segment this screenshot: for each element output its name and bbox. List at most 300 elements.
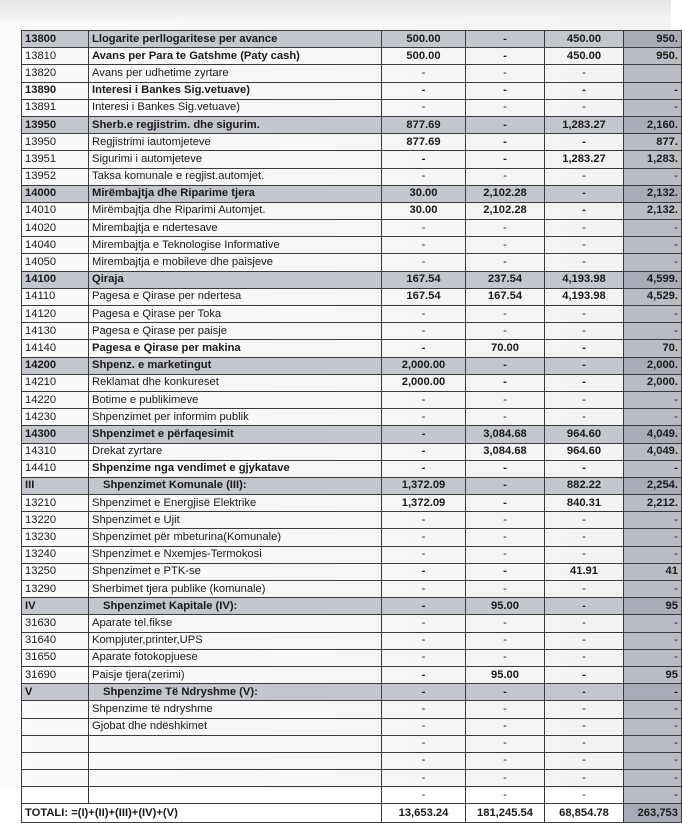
- table-row: [22, 374, 682, 391]
- amount-cell-2: -: [466, 477, 545, 494]
- total-cell: 2,132.: [624, 202, 682, 219]
- amount-cell-2: -: [466, 615, 545, 632]
- amount-cell-1: 1,372.09: [382, 477, 466, 494]
- code-cell: 13210: [22, 495, 89, 512]
- table-row: [22, 168, 682, 185]
- table-row: [22, 65, 682, 82]
- description-cell: Avans per udhetime zyrtare: [89, 65, 382, 82]
- code-cell: 31650: [22, 649, 89, 666]
- code-cell: [22, 787, 89, 804]
- amount-cell-3: -: [545, 409, 624, 426]
- amount-cell-1: -: [382, 254, 466, 271]
- total-cell: -: [624, 237, 682, 254]
- amount-cell-1: -: [382, 220, 466, 237]
- amount-cell-1: -: [382, 735, 466, 752]
- amount-cell-1: -: [382, 65, 466, 82]
- code-cell: 14040: [22, 237, 89, 254]
- total-cell: 4,599.: [624, 271, 682, 288]
- description-cell: Botime e publikimeve: [89, 391, 382, 408]
- amount-cell-3: -: [545, 168, 624, 185]
- code-cell: 14000: [22, 185, 89, 202]
- amount-cell-1: -: [382, 99, 466, 116]
- amount-cell-2: 2,102.28: [466, 202, 545, 219]
- description-cell: Shpenzimet e Nxemjes-Termokosi: [89, 546, 382, 563]
- amount-cell-1: -: [382, 718, 466, 735]
- table-row: [22, 409, 682, 426]
- table-row: [22, 151, 682, 168]
- table-row: [22, 82, 682, 99]
- amount-cell-1: -: [382, 615, 466, 632]
- amount-cell-3: 1,283.27: [545, 151, 624, 168]
- total-cell: 70.: [624, 340, 682, 357]
- total-label: TOTALI: =(I)+(II)+(III)+(IV)+(V): [22, 804, 382, 823]
- code-cell: 14010: [22, 202, 89, 219]
- code-cell: III: [22, 477, 89, 494]
- amount-cell-3: -: [545, 546, 624, 563]
- amount-cell-3: -: [545, 134, 624, 151]
- code-cell: [22, 770, 89, 787]
- description-cell: [89, 770, 382, 787]
- description-cell: Sherbimet tjera publike (komunale): [89, 581, 382, 598]
- code-cell: 13290: [22, 581, 89, 598]
- table-row: [22, 649, 682, 666]
- expense-table-body: [22, 31, 682, 823]
- amount-cell-2: 95.00: [466, 666, 545, 683]
- table-row: [22, 116, 682, 133]
- table-row: [22, 495, 682, 512]
- amount-cell-3: -: [545, 460, 624, 477]
- amount-cell-3: 964.60: [545, 426, 624, 443]
- description-cell: Interesi i Bankes Sig.vetuave): [89, 99, 382, 116]
- amount-cell-2: -: [466, 220, 545, 237]
- amount-cell-1: -: [382, 546, 466, 563]
- amount-cell-3: -: [545, 581, 624, 598]
- description-cell: Shpenzimet për mbeturina(Komunale): [89, 529, 382, 546]
- amount-cell-3: -: [545, 82, 624, 99]
- description-cell: Shpenzimet Kapitale (IV):: [89, 598, 382, 615]
- amount-cell-3: -: [545, 529, 624, 546]
- description-cell: Taksa komunale e regjist.automjet.: [89, 168, 382, 185]
- description-cell: Pagesa e Qirase per makina: [89, 340, 382, 357]
- amount-cell-2: 237.54: [466, 271, 545, 288]
- code-cell: 14410: [22, 460, 89, 477]
- amount-cell-2: -: [466, 237, 545, 254]
- total-cell: 2,000.: [624, 357, 682, 374]
- total-cell: 950.: [624, 48, 682, 65]
- code-cell: 13952: [22, 168, 89, 185]
- table-row: [22, 185, 682, 202]
- total-cell: 4,049.: [624, 426, 682, 443]
- code-cell: 31690: [22, 666, 89, 683]
- amount-cell-1: 167.54: [382, 271, 466, 288]
- amount-cell-2: -: [466, 735, 545, 752]
- table-row: [22, 48, 682, 65]
- table-row: [22, 306, 682, 323]
- amount-cell-3: -: [545, 323, 624, 340]
- description-cell: Llogarite perllogaritese per avance: [89, 31, 382, 48]
- table-row: [22, 460, 682, 477]
- code-cell: 14110: [22, 288, 89, 305]
- code-cell: 13250: [22, 563, 89, 580]
- description-cell: Shpenzimet e PTK-se: [89, 563, 382, 580]
- description-cell: Shpenzimet e përfaqesimit: [89, 426, 382, 443]
- amount-cell-3: 882.22: [545, 477, 624, 494]
- description-cell: Qiraja: [89, 271, 382, 288]
- total-cell: -: [624, 99, 682, 116]
- total-cell: -: [624, 581, 682, 598]
- amount-cell-3: 4,193.98: [545, 288, 624, 305]
- description-cell: Shpenzime të ndryshme: [89, 701, 382, 718]
- code-cell: 13820: [22, 65, 89, 82]
- code-cell: 14120: [22, 306, 89, 323]
- amount-cell-2: -: [466, 529, 545, 546]
- total-cell: 41: [624, 563, 682, 580]
- description-cell: Aparate fotokopjuese: [89, 649, 382, 666]
- code-cell: 13220: [22, 512, 89, 529]
- amount-cell-3: -: [545, 615, 624, 632]
- description-cell: Mirembajtja e ndertesave: [89, 220, 382, 237]
- total-cell: 2,212.: [624, 495, 682, 512]
- total-amount-3: 68,854.78: [545, 804, 624, 823]
- amount-cell-2: -: [466, 563, 545, 580]
- amount-cell-3: -: [545, 512, 624, 529]
- amount-cell-3: 840.31: [545, 495, 624, 512]
- table-row: [22, 271, 682, 288]
- table-row: [22, 340, 682, 357]
- table-row: [22, 770, 682, 787]
- amount-cell-1: -: [382, 340, 466, 357]
- amount-cell-2: -: [466, 151, 545, 168]
- amount-cell-3: -: [545, 357, 624, 374]
- total-cell: -: [624, 787, 682, 804]
- amount-cell-1: 2,000.00: [382, 374, 466, 391]
- table-row: [22, 237, 682, 254]
- table-row: [22, 357, 682, 374]
- amount-cell-1: -: [382, 443, 466, 460]
- amount-cell-2: -: [466, 116, 545, 133]
- amount-cell-2: -: [466, 82, 545, 99]
- table-row: [22, 684, 682, 701]
- description-cell: Shpenzimet e Energjisë Elektrike: [89, 495, 382, 512]
- amount-cell-1: 500.00: [382, 31, 466, 48]
- amount-cell-1: -: [382, 581, 466, 598]
- description-cell: Kompjuter,printer,UPS: [89, 632, 382, 649]
- amount-cell-2: -: [466, 495, 545, 512]
- total-amount-2: 181,245.54: [466, 804, 545, 823]
- amount-cell-1: -: [382, 512, 466, 529]
- table-row: [22, 512, 682, 529]
- total-cell: -: [624, 168, 682, 185]
- amount-cell-1: 30.00: [382, 185, 466, 202]
- amount-cell-1: -: [382, 426, 466, 443]
- total-cell: -: [624, 220, 682, 237]
- amount-cell-2: -: [466, 323, 545, 340]
- table-row: [22, 323, 682, 340]
- total-cell: -: [624, 684, 682, 701]
- amount-cell-1: -: [382, 598, 466, 615]
- amount-cell-3: -: [545, 701, 624, 718]
- description-cell: Aparate tel.fikse: [89, 615, 382, 632]
- amount-cell-2: -: [466, 718, 545, 735]
- total-cell: -: [624, 306, 682, 323]
- description-cell: Interesi i Bankes Sig.vetuave): [89, 82, 382, 99]
- code-cell: 13890: [22, 82, 89, 99]
- amount-cell-1: -: [382, 151, 466, 168]
- table-row: [22, 529, 682, 546]
- amount-cell-3: -: [545, 237, 624, 254]
- code-cell: 13891: [22, 99, 89, 116]
- total-cell: -: [624, 632, 682, 649]
- amount-cell-2: 3,084.68: [466, 443, 545, 460]
- table-row: [22, 31, 682, 48]
- code-cell: 14300: [22, 426, 89, 443]
- amount-cell-1: -: [382, 684, 466, 701]
- amount-cell-3: -: [545, 598, 624, 615]
- total-cell: 4,049.: [624, 443, 682, 460]
- total-amount-1: 13,653.24: [382, 804, 466, 823]
- code-cell: 13240: [22, 546, 89, 563]
- amount-cell-2: -: [466, 168, 545, 185]
- table-row: [22, 666, 682, 683]
- description-cell: Pagesa e Qirase per ndertesa: [89, 288, 382, 305]
- amount-cell-1: -: [382, 306, 466, 323]
- code-cell: [22, 701, 89, 718]
- amount-cell-3: -: [545, 254, 624, 271]
- code-cell: 13810: [22, 48, 89, 65]
- amount-cell-1: 167.54: [382, 288, 466, 305]
- amount-cell-2: -: [466, 649, 545, 666]
- description-cell: Pagesa e Qirase per paisje: [89, 323, 382, 340]
- amount-cell-1: -: [382, 666, 466, 683]
- amount-cell-3: -: [545, 65, 624, 82]
- description-cell: [89, 735, 382, 752]
- amount-cell-1: -: [382, 237, 466, 254]
- amount-cell-1: -: [382, 391, 466, 408]
- description-cell: Shpenz. e marketingut: [89, 357, 382, 374]
- total-cell: -: [624, 615, 682, 632]
- amount-cell-1: -: [382, 563, 466, 580]
- total-cell: 95: [624, 666, 682, 683]
- amount-cell-2: -: [466, 48, 545, 65]
- description-cell: Mirembajtja e Teknologise Informative: [89, 237, 382, 254]
- amount-cell-2: -: [466, 770, 545, 787]
- code-cell: [22, 735, 89, 752]
- code-cell: 13230: [22, 529, 89, 546]
- amount-cell-2: -: [466, 546, 545, 563]
- description-cell: Paisje tjera(zerimi): [89, 666, 382, 683]
- total-cell: -: [624, 529, 682, 546]
- total-cell: 95: [624, 598, 682, 615]
- description-cell: Shpenzimet e Ujit: [89, 512, 382, 529]
- table-row: [22, 546, 682, 563]
- description-cell: Gjobat dhe ndëshkimet: [89, 718, 382, 735]
- amount-cell-2: -: [466, 65, 545, 82]
- amount-cell-3: -: [545, 718, 624, 735]
- total-cell: -: [624, 82, 682, 99]
- amount-cell-1: -: [382, 752, 466, 769]
- code-cell: 14310: [22, 443, 89, 460]
- description-cell: Reklamat dhe konkureset: [89, 374, 382, 391]
- amount-cell-2: 2,102.28: [466, 185, 545, 202]
- amount-cell-2: -: [466, 512, 545, 529]
- amount-cell-2: -: [466, 99, 545, 116]
- table-row: [22, 598, 682, 615]
- amount-cell-1: 500.00: [382, 48, 466, 65]
- table-row: [22, 202, 682, 219]
- amount-cell-3: -: [545, 632, 624, 649]
- amount-cell-3: -: [545, 99, 624, 116]
- description-cell: Mirëmbajtja dhe Riparime tjera: [89, 185, 382, 202]
- total-cell: -: [624, 752, 682, 769]
- amount-cell-3: -: [545, 306, 624, 323]
- amount-cell-1: -: [382, 82, 466, 99]
- amount-cell-1: -: [382, 770, 466, 787]
- amount-cell-3: -: [545, 220, 624, 237]
- amount-cell-3: 450.00: [545, 31, 624, 48]
- amount-cell-3: -: [545, 374, 624, 391]
- amount-cell-3: 41.91: [545, 563, 624, 580]
- code-cell: 31630: [22, 615, 89, 632]
- description-cell: Sherb.e regjistrim. dhe sigurim.: [89, 116, 382, 133]
- description-cell: [89, 787, 382, 804]
- code-cell: 14020: [22, 220, 89, 237]
- total-cell: -: [624, 770, 682, 787]
- amount-cell-2: -: [466, 374, 545, 391]
- expense-table: [21, 30, 682, 823]
- scan-shadow: [0, 0, 671, 20]
- table-row: [22, 220, 682, 237]
- amount-cell-2: 95.00: [466, 598, 545, 615]
- table-row: [22, 288, 682, 305]
- table-row: [22, 701, 682, 718]
- code-cell: 13951: [22, 151, 89, 168]
- amount-cell-2: -: [466, 409, 545, 426]
- table-row: [22, 752, 682, 769]
- code-cell: IV: [22, 598, 89, 615]
- description-cell: Shpenzimet Komunale (III):: [89, 477, 382, 494]
- amount-cell-1: 30.00: [382, 202, 466, 219]
- code-cell: 14210: [22, 374, 89, 391]
- amount-cell-2: -: [466, 752, 545, 769]
- table-row: [22, 581, 682, 598]
- amount-cell-3: -: [545, 770, 624, 787]
- table-row: [22, 477, 682, 494]
- amount-cell-1: 877.69: [382, 134, 466, 151]
- table-row: [22, 735, 682, 752]
- amount-cell-3: -: [545, 752, 624, 769]
- amount-cell-2: -: [466, 684, 545, 701]
- amount-cell-3: -: [545, 185, 624, 202]
- total-cell: 950.: [624, 31, 682, 48]
- amount-cell-1: 877.69: [382, 116, 466, 133]
- total-cell: 2,132.: [624, 185, 682, 202]
- amount-cell-1: -: [382, 632, 466, 649]
- description-cell: Regjistrimi iautomjeteve: [89, 134, 382, 151]
- amount-cell-1: -: [382, 649, 466, 666]
- amount-cell-2: -: [466, 306, 545, 323]
- amount-cell-1: 1,372.09: [382, 495, 466, 512]
- amount-cell-3: -: [545, 787, 624, 804]
- amount-cell-3: -: [545, 340, 624, 357]
- table-row: [22, 787, 682, 804]
- description-cell: Drekat zyrtare: [89, 443, 382, 460]
- amount-cell-1: -: [382, 460, 466, 477]
- table-row: [22, 615, 682, 632]
- grand-total: 263,753: [624, 804, 682, 823]
- code-cell: 14220: [22, 391, 89, 408]
- table-row: [22, 254, 682, 271]
- total-cell: -: [624, 735, 682, 752]
- total-cell: -: [624, 323, 682, 340]
- amount-cell-2: -: [466, 134, 545, 151]
- total-cell: -: [624, 254, 682, 271]
- amount-cell-2: -: [466, 581, 545, 598]
- total-cell: -: [624, 409, 682, 426]
- description-cell: Sigurimi i automjeteve: [89, 151, 382, 168]
- total-cell: -: [624, 546, 682, 563]
- code-cell: [22, 718, 89, 735]
- description-cell: [89, 752, 382, 769]
- amount-cell-1: -: [382, 701, 466, 718]
- description-cell: Shpenzime nga vendimet e gjykatave: [89, 460, 382, 477]
- amount-cell-1: -: [382, 787, 466, 804]
- table-row: [22, 99, 682, 116]
- amount-cell-2: 167.54: [466, 288, 545, 305]
- amount-cell-1: -: [382, 529, 466, 546]
- amount-cell-2: -: [466, 391, 545, 408]
- code-cell: 14050: [22, 254, 89, 271]
- amount-cell-3: 1,283.27: [545, 116, 624, 133]
- table-row: [22, 718, 682, 735]
- amount-cell-2: -: [466, 460, 545, 477]
- amount-cell-3: -: [545, 735, 624, 752]
- total-cell: 4,529.: [624, 288, 682, 305]
- code-cell: 13800: [22, 31, 89, 48]
- total-cell: -: [624, 512, 682, 529]
- code-cell: [22, 752, 89, 769]
- total-cell: 2,000.: [624, 374, 682, 391]
- total-cell: -: [624, 718, 682, 735]
- amount-cell-3: 4,193.98: [545, 271, 624, 288]
- code-cell: 14100: [22, 271, 89, 288]
- description-cell: Shpenzime Të Ndryshme (V):: [89, 684, 382, 701]
- table-row: [22, 443, 682, 460]
- code-cell: 14130: [22, 323, 89, 340]
- code-cell: 31640: [22, 632, 89, 649]
- total-cell: -: [624, 460, 682, 477]
- table-row: [22, 632, 682, 649]
- code-cell: 13950: [22, 134, 89, 151]
- amount-cell-3: 450.00: [545, 48, 624, 65]
- total-cell: -: [624, 649, 682, 666]
- code-cell: 14140: [22, 340, 89, 357]
- description-cell: Mirëmbajtja dhe Riparimi Automjet.: [89, 202, 382, 219]
- code-cell: 14230: [22, 409, 89, 426]
- amount-cell-1: 2,000.00: [382, 357, 466, 374]
- amount-cell-3: -: [545, 391, 624, 408]
- amount-cell-2: -: [466, 357, 545, 374]
- amount-cell-1: -: [382, 323, 466, 340]
- total-cell: [624, 65, 682, 82]
- total-cell: -: [624, 391, 682, 408]
- table-row: [22, 134, 682, 151]
- code-cell: 14200: [22, 357, 89, 374]
- amount-cell-2: -: [466, 701, 545, 718]
- total-cell: -: [624, 701, 682, 718]
- total-row: [22, 804, 682, 823]
- total-cell: 877.: [624, 134, 682, 151]
- amount-cell-2: -: [466, 632, 545, 649]
